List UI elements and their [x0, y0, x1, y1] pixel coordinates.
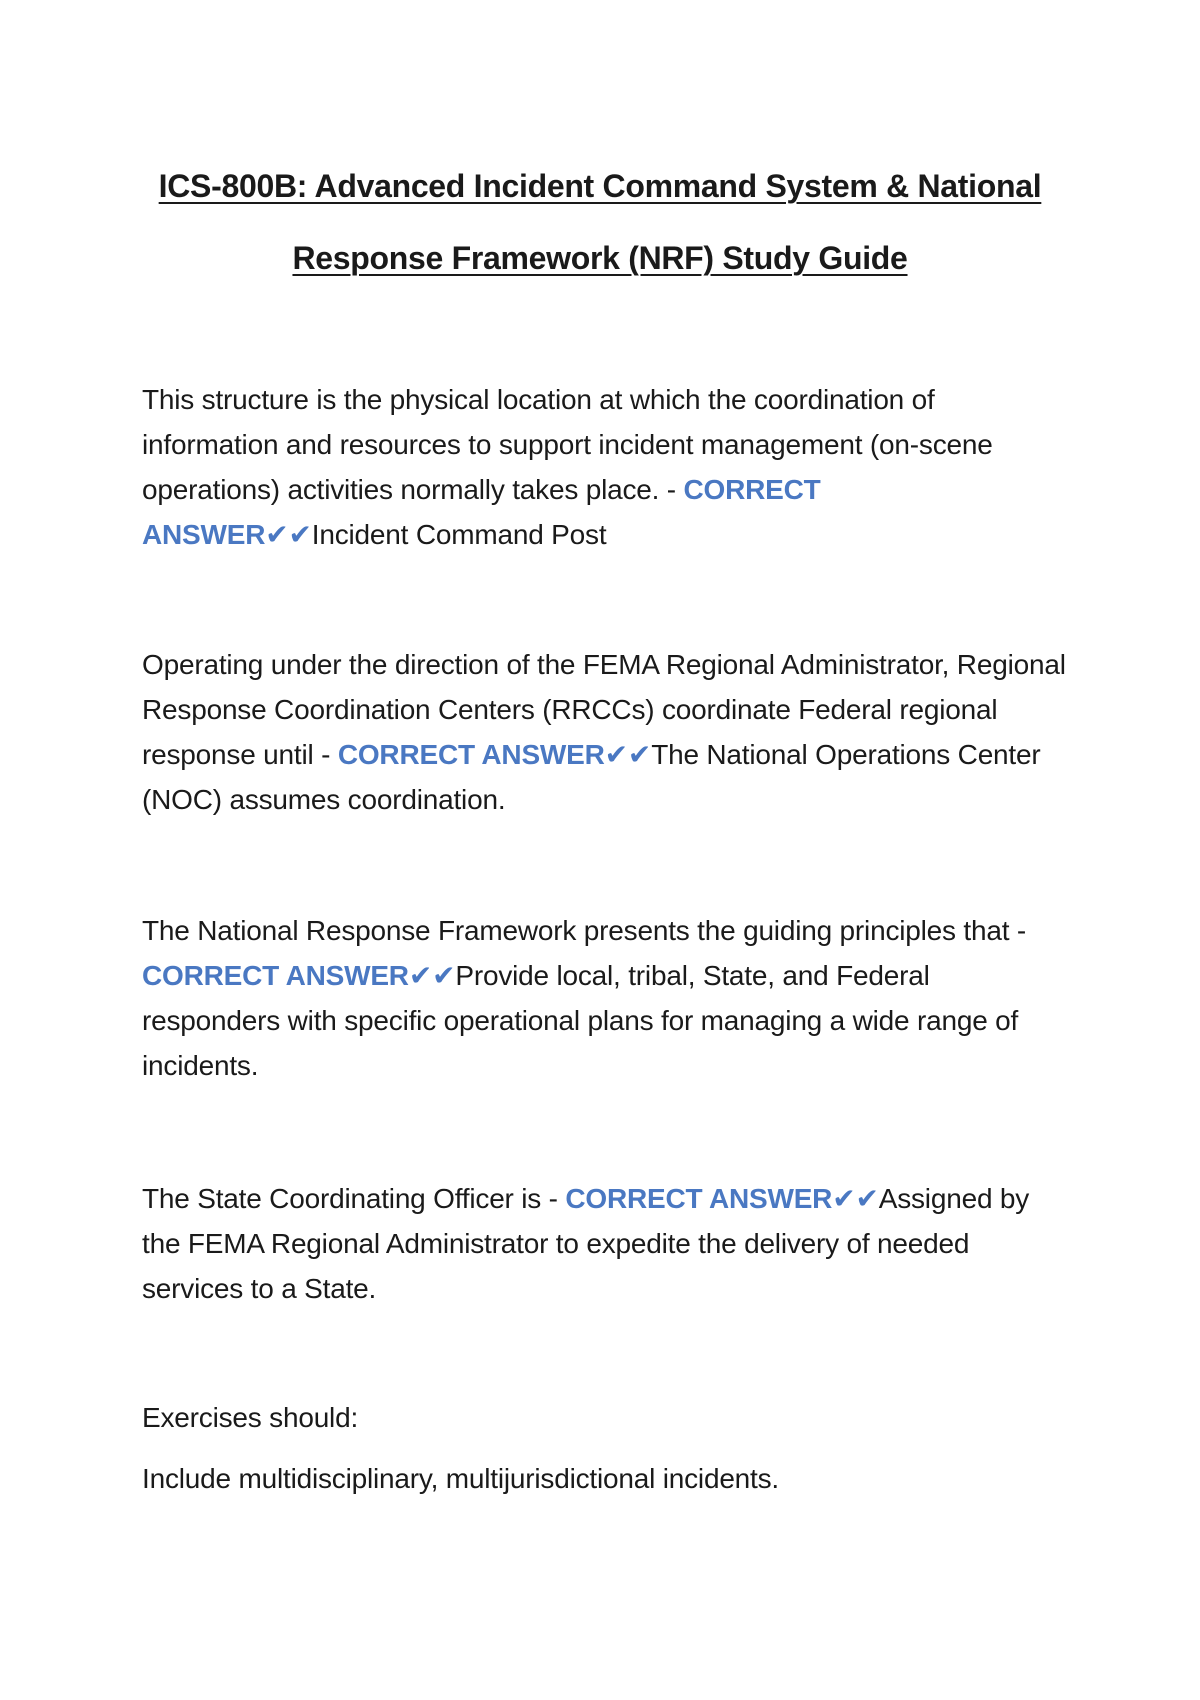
- qa-item: [142, 1395, 1072, 1501]
- check-icon: ✔✔: [832, 1183, 879, 1214]
- title-line-1: ICS-800B: Advanced Incident Command System & National: [158, 168, 1042, 204]
- check-icon: ✔✔: [408, 960, 456, 991]
- question-text: Operating under the direction of the FEMA Regional Administrator, Regional Response Coordination Centers (RRCCs) coordinate Federal regional response until -: [142, 649, 1066, 770]
- page-title: [100, 150, 1100, 294]
- question-text: The National Response Framework presents the guiding principles that -: [142, 915, 1027, 946]
- check-icon: ✔✔: [604, 739, 652, 770]
- qa-item: [142, 642, 1072, 822]
- answer-text: The National Operations Center (NOC) assumes coordination.: [142, 739, 1041, 815]
- correct-answer-label: CORRECT ANSWER: [142, 960, 409, 991]
- qa-item: [142, 908, 1072, 1088]
- question-text: This structure is the physical location at which the coordination of information and resources to support incident management (on-scene operations) activities normally takes place. -: [142, 384, 993, 505]
- answer-text: Include multidisciplinary, multijurisdictional incidents.: [142, 1463, 780, 1494]
- answer-text: Assigned by the FEMA Regional Administrator to expedite the delivery of needed services to a State.: [142, 1183, 1030, 1304]
- correct-answer-label: CORRECT ANSWER: [565, 1183, 833, 1214]
- answer-text: Incident Command Post: [311, 519, 607, 550]
- check-icon: ✔✔: [265, 519, 312, 550]
- question-text: Exercises should:: [142, 1402, 359, 1433]
- answer-text: Provide local, tribal, State, and Federal responders with specific operational plans for managing a wide range of incidents.: [142, 960, 1019, 1081]
- title-line-2: Response Framework (NRF) Study Guide: [292, 240, 908, 276]
- question-text: The State Coordinating Officer is -: [142, 1183, 566, 1214]
- qa-item: [142, 1176, 1072, 1311]
- correct-answer-label: CORRECT ANSWER: [337, 739, 605, 770]
- qa-item: [142, 377, 1072, 557]
- correct-answer-label: CORRECT ANSWER: [142, 474, 821, 550]
